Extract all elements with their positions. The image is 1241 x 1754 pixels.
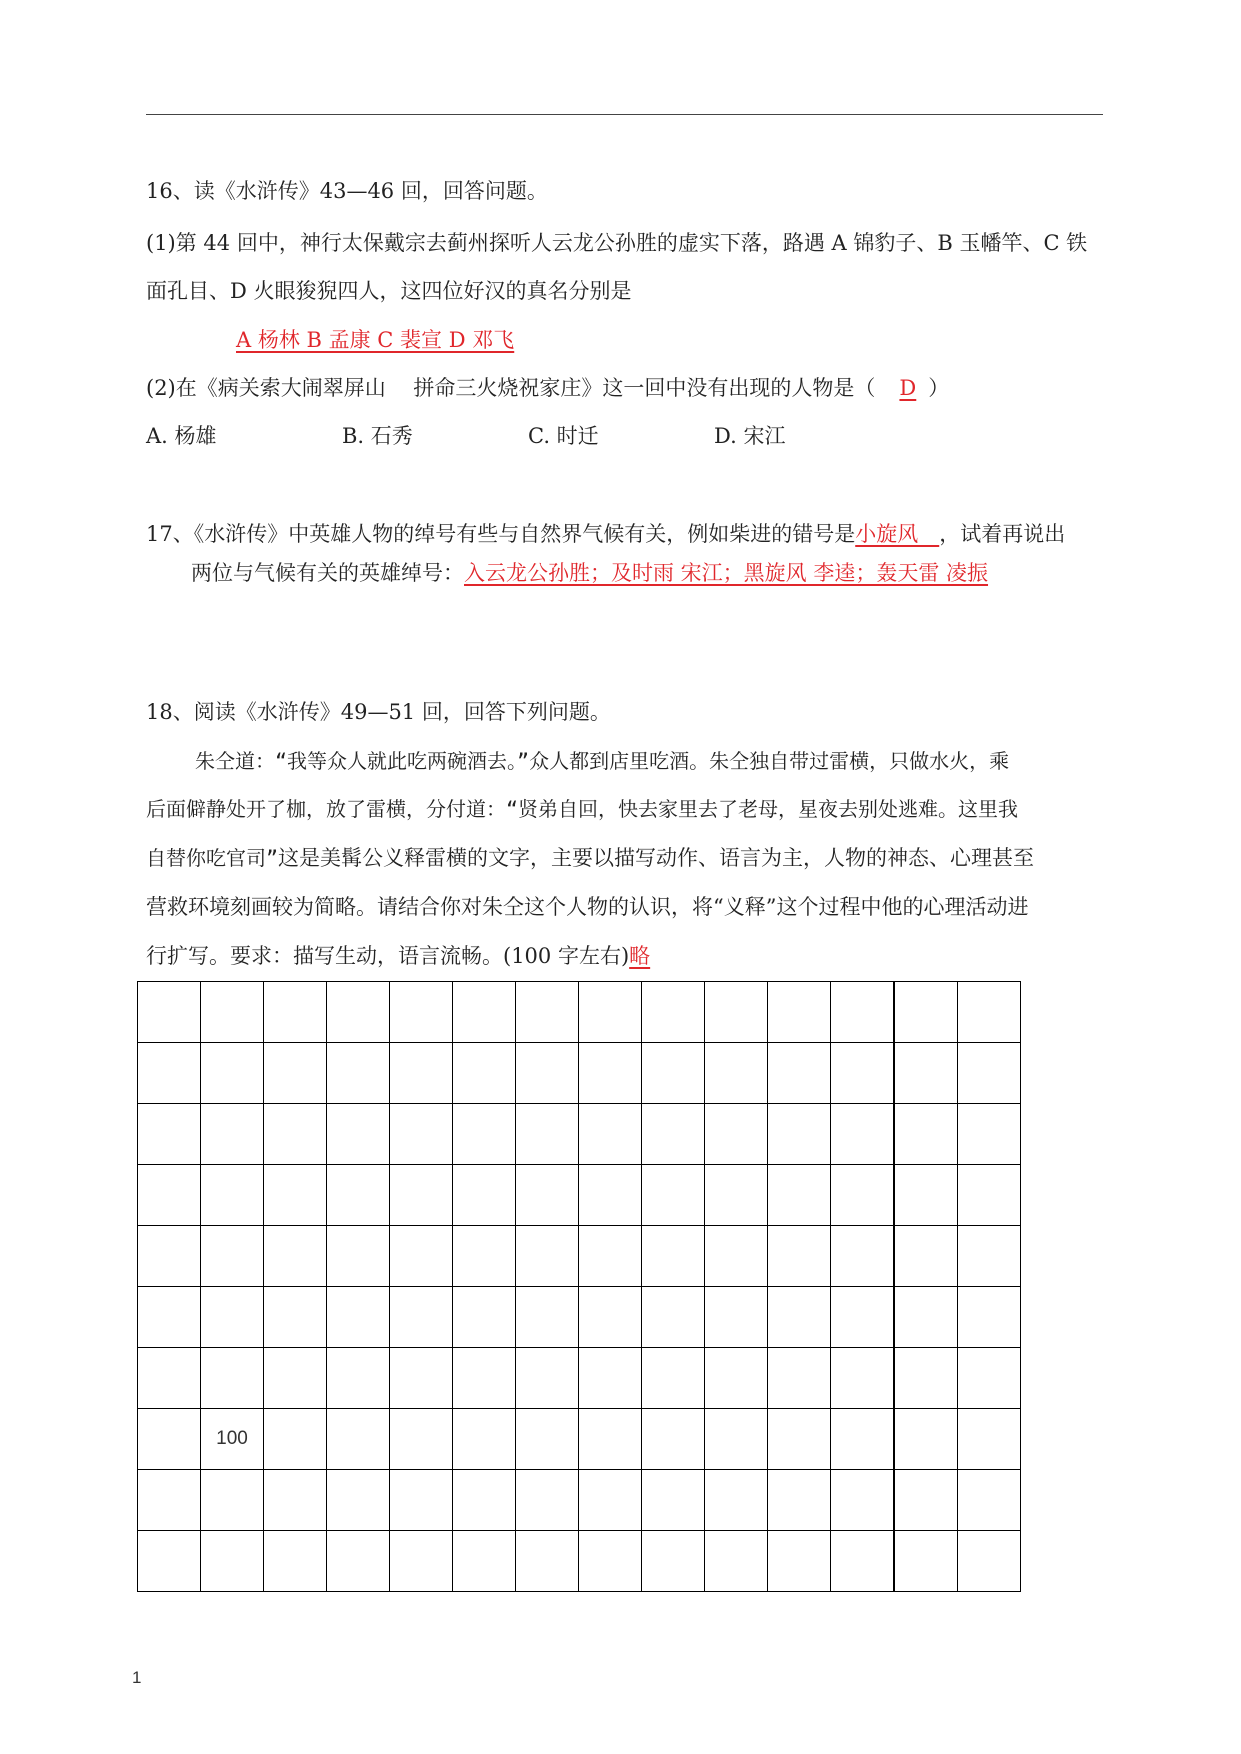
grid-row [138, 1470, 1021, 1531]
q18-line5 [146, 941, 650, 971]
grid-row [138, 1226, 1021, 1287]
grid-cell [705, 1165, 768, 1226]
grid-cell [264, 1104, 327, 1165]
q16-part2-close: ） [928, 376, 950, 400]
grid-cell [516, 1104, 579, 1165]
grid-cell [516, 1348, 579, 1409]
q18-answer: 略 [629, 944, 651, 968]
grid-cell [831, 1043, 895, 1104]
grid-cell [831, 1226, 895, 1287]
q16-part1-answer: A 杨林 B 孟康 C 裴宣 D 邓飞 [236, 328, 515, 352]
grid-row [138, 1531, 1021, 1592]
grid-cell [894, 1165, 958, 1226]
grid-cell [642, 1104, 705, 1165]
grid-cell [264, 1043, 327, 1104]
grid-cell [201, 1531, 264, 1592]
grid-row [138, 1409, 1021, 1470]
grid-cell [958, 982, 1021, 1043]
grid-cell [327, 1348, 390, 1409]
grid-cell [327, 1104, 390, 1165]
grid-cell [327, 982, 390, 1043]
grid-cell [579, 1409, 642, 1470]
q16-part2-text: (2)在《病关索大闹翠屏山 拼命三火烧祝家庄》这一回中没有出现的人物是（ [146, 376, 876, 400]
grid-cell [516, 1165, 579, 1226]
q16-option-c: C. 时迁 [528, 424, 599, 448]
header-rule [146, 114, 1103, 115]
grid-cell [958, 1226, 1021, 1287]
grid-cell [138, 1043, 201, 1104]
grid-cell [516, 1409, 579, 1470]
q18-passage-line1: 朱仝道：“我等众人就此吃两碗酒去。”众人都到店里吃酒。朱仝独自带过雷横，只做水火，乘 [195, 749, 1010, 773]
grid-cell [768, 982, 831, 1043]
grid-cell [453, 1409, 516, 1470]
q17-text-end: ，试着再说出 [939, 522, 1066, 546]
grid-cell [390, 1470, 453, 1531]
grid-cell [390, 1226, 453, 1287]
grid-cell [642, 1043, 705, 1104]
q18-requirement: 行扩写。要求：描写生动，语言流畅。(100 字左右) [146, 944, 630, 968]
q16-option-b: B. 石秀 [342, 424, 413, 448]
grid-cell [201, 982, 264, 1043]
grid-cell [453, 1287, 516, 1348]
grid-cell [516, 1287, 579, 1348]
grid-cell [390, 1409, 453, 1470]
grid-cell [642, 1348, 705, 1409]
grid-cell [579, 1104, 642, 1165]
grid-cell [201, 1470, 264, 1531]
q17-line2 [191, 558, 988, 588]
grid-cell [894, 1348, 958, 1409]
q18-title: 18、阅读《水浒传》49—51 回，回答下列问题。 [146, 700, 611, 724]
grid-cell [958, 1043, 1021, 1104]
writing-grid [137, 981, 1021, 1592]
grid-cell [642, 1287, 705, 1348]
grid-cell [453, 1165, 516, 1226]
grid-cell [831, 1287, 895, 1348]
q17-answer-1: 小旋风 [855, 522, 940, 546]
grid-cell [831, 1409, 895, 1470]
grid-cell [705, 1531, 768, 1592]
grid-cell [201, 1043, 264, 1104]
q18-passage-line3: 自替你吃官司” [146, 846, 279, 870]
grid-cell [201, 1165, 264, 1226]
grid-cell [642, 1226, 705, 1287]
grid-cell [768, 1287, 831, 1348]
grid-cell [705, 1470, 768, 1531]
grid-cell [579, 982, 642, 1043]
grid-cell [705, 1348, 768, 1409]
grid-cell [958, 1287, 1021, 1348]
grid-cell [327, 1043, 390, 1104]
grid-cell [453, 1470, 516, 1531]
grid-cell [390, 1043, 453, 1104]
grid-cell [958, 1165, 1021, 1226]
grid-cell [138, 1226, 201, 1287]
grid-cell [579, 1348, 642, 1409]
grid-cell [138, 1531, 201, 1592]
q17-answer-2: 入云龙公孙胜；及时雨 宋江；黑旋风 李逵；轰天雷 凌振 [464, 561, 989, 585]
grid-cell [894, 1043, 958, 1104]
grid-cell [138, 1348, 201, 1409]
grid-cell [390, 982, 453, 1043]
grid-cell [642, 1531, 705, 1592]
grid-cell [831, 982, 895, 1043]
grid-cell [138, 1165, 201, 1226]
grid-cell [264, 1226, 327, 1287]
grid-cell [894, 1409, 958, 1470]
grid-cell [958, 1348, 1021, 1409]
grid-cell [264, 1409, 327, 1470]
grid-cell [264, 1287, 327, 1348]
grid-cell-100-marker: 100 [201, 1409, 264, 1470]
grid-cell [579, 1043, 642, 1104]
grid-cell [642, 1470, 705, 1531]
grid-row [138, 1043, 1021, 1104]
grid-cell [768, 1226, 831, 1287]
grid-cell [768, 1348, 831, 1409]
grid-cell [831, 1104, 895, 1165]
grid-cell [327, 1409, 390, 1470]
grid-cell [390, 1165, 453, 1226]
grid-cell [958, 1409, 1021, 1470]
grid-cell [579, 1470, 642, 1531]
q16-title: 16、读《水浒传》43—46 回，回答问题。 [146, 179, 548, 203]
grid-cell [958, 1470, 1021, 1531]
grid-cell [958, 1104, 1021, 1165]
grid-cell [138, 1287, 201, 1348]
q16-part2-answer: D [899, 376, 917, 400]
grid-cell [831, 1531, 895, 1592]
q18-line4: 营救环境刻画较为简略。请结合你对朱仝这个人物的认识，将“义释”这个过程中他的心理活动进 [146, 895, 1029, 919]
grid-cell [390, 1531, 453, 1592]
grid-cell [390, 1287, 453, 1348]
q17-text: 17、《水浒传》中英雄人物的绰号有些与自然界气候有关，例如柴进的错号是 [146, 522, 856, 546]
grid-cell [453, 1348, 516, 1409]
grid-row [138, 982, 1021, 1043]
grid-cell [768, 1165, 831, 1226]
grid-cell [768, 1104, 831, 1165]
grid-cell [327, 1165, 390, 1226]
grid-cell [201, 1104, 264, 1165]
grid-cell [327, 1287, 390, 1348]
grid-cell [264, 1531, 327, 1592]
grid-cell [642, 1409, 705, 1470]
grid-cell [831, 1348, 895, 1409]
grid-cell [958, 1531, 1021, 1592]
grid-row [138, 1104, 1021, 1165]
grid-cell [201, 1287, 264, 1348]
grid-cell [894, 1226, 958, 1287]
q17-line2-text: 两位与气候有关的英雄绰号： [191, 561, 464, 585]
grid-cell [894, 1287, 958, 1348]
grid-cell [516, 1531, 579, 1592]
grid-cell [390, 1348, 453, 1409]
page-number: 1 [132, 1668, 142, 1687]
grid-cell [894, 1104, 958, 1165]
grid-cell [705, 1287, 768, 1348]
grid-cell [264, 1348, 327, 1409]
grid-cell [894, 1470, 958, 1531]
grid-cell [579, 1531, 642, 1592]
grid-cell [768, 1409, 831, 1470]
grid-cell [516, 1226, 579, 1287]
q17-line1 [146, 519, 1065, 549]
grid-cell [138, 982, 201, 1043]
grid-cell [201, 1226, 264, 1287]
q16-part1-line2: 面孔目、D 火眼狻猊四人，这四位好汉的真名分别是 [146, 279, 632, 303]
grid-cell [579, 1287, 642, 1348]
grid-cell [768, 1043, 831, 1104]
grid-row [138, 1287, 1021, 1348]
grid-cell [138, 1409, 201, 1470]
grid-cell [516, 982, 579, 1043]
grid-cell [264, 982, 327, 1043]
grid-cell [138, 1104, 201, 1165]
grid-cell [453, 1043, 516, 1104]
grid-cell [642, 1165, 705, 1226]
q16-part2 [146, 373, 949, 403]
grid-cell [201, 1348, 264, 1409]
grid-cell [768, 1531, 831, 1592]
grid-cell [453, 1226, 516, 1287]
q18-question-text: 这是美髯公义释雷横的文字，主要以描写动作、语言为主，人物的神态、心理甚至 [278, 846, 1035, 870]
grid-cell [831, 1165, 895, 1226]
grid-cell [453, 982, 516, 1043]
grid-cell [138, 1470, 201, 1531]
grid-cell [768, 1470, 831, 1531]
q16-option-d: D. 宋江 [714, 424, 786, 448]
grid-cell [705, 1226, 768, 1287]
grid-cell [642, 982, 705, 1043]
grid-cell [516, 1043, 579, 1104]
q16-option-a: A. 杨雄 [146, 424, 217, 448]
q18-passage-line2: 后面僻静处开了枷，放了雷横，分付道：“贤弟自回，快去家里去了老母，星夜去别处逃难。这里我 [146, 797, 1019, 821]
grid-cell [831, 1470, 895, 1531]
q18-line3 [146, 843, 1034, 873]
grid-cell [705, 1409, 768, 1470]
grid-row [138, 1165, 1021, 1226]
grid-cell [453, 1104, 516, 1165]
grid-cell [516, 1470, 579, 1531]
grid-cell [894, 1531, 958, 1592]
grid-cell [705, 1104, 768, 1165]
grid-cell [327, 1470, 390, 1531]
grid-cell [705, 1043, 768, 1104]
grid-cell [264, 1470, 327, 1531]
grid-cell [327, 1531, 390, 1592]
grid-cell [453, 1531, 516, 1592]
grid-cell [264, 1165, 327, 1226]
grid-cell [579, 1165, 642, 1226]
q16-part1-line1: (1)第 44 回中，神行太保戴宗去蓟州探听人云龙公孙胜的虚实下落，路遇 A 锦豹子、B 玉幡竿、C 铁 [146, 231, 1088, 255]
grid-cell [705, 982, 768, 1043]
grid-cell [327, 1226, 390, 1287]
grid-cell [579, 1226, 642, 1287]
grid-row [138, 1348, 1021, 1409]
grid-cell [894, 982, 958, 1043]
grid-cell [390, 1104, 453, 1165]
